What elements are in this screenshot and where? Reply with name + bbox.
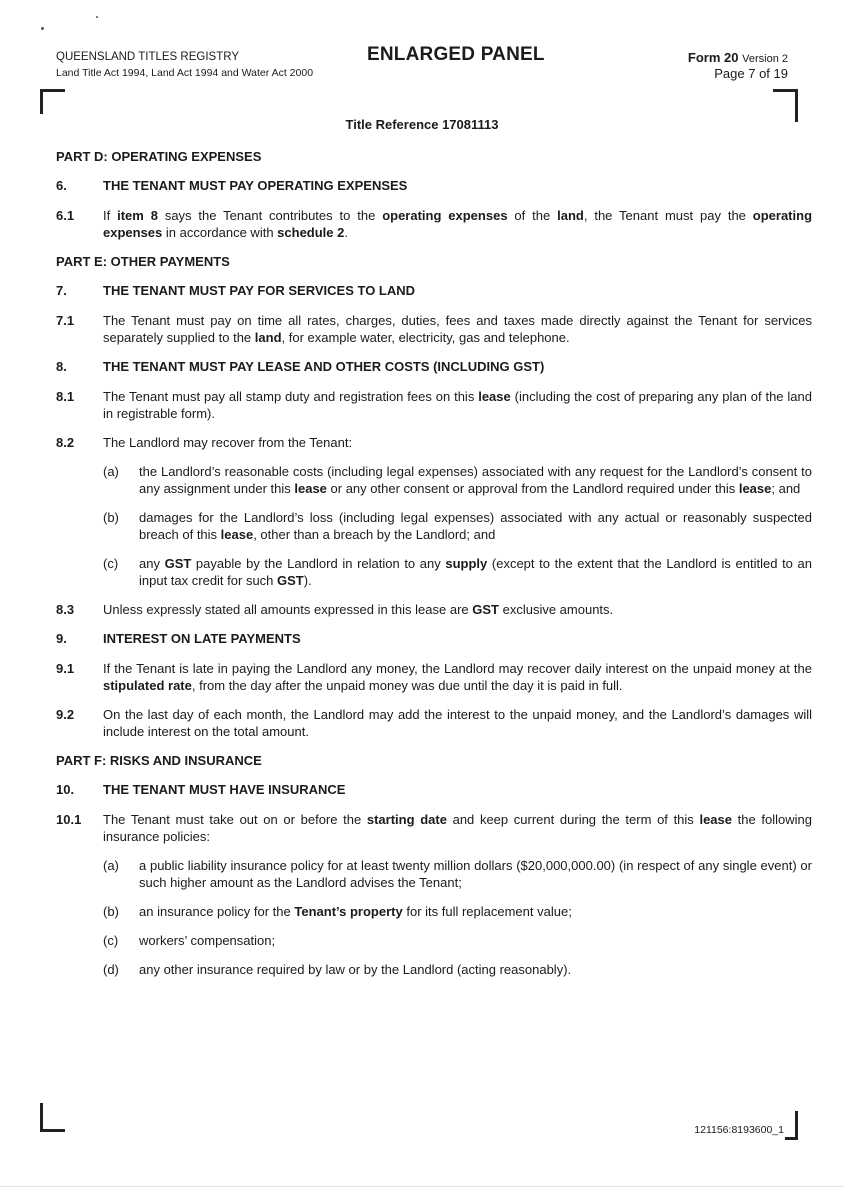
subclause-label: (b) — [103, 510, 119, 525]
subclause-label: (b) — [103, 904, 119, 919]
document-reference: 121156:8193600_1 — [694, 1124, 784, 1136]
subclause-label: (c) — [103, 556, 119, 571]
clause-8-2 — [56, 434, 812, 451]
clause-number: 8.2 — [56, 435, 75, 450]
legislation-line: Land Title Act 1994, Land Act 1994 and Water Act 2000 — [56, 67, 314, 79]
clause-text: The Tenant must take out on or before the starting date and keep current during the term of this lease the following insurance policies: — [103, 812, 812, 844]
section-6-heading — [56, 177, 812, 194]
form-name: Form 20 — [687, 50, 739, 65]
clause-9-1 — [56, 660, 812, 694]
subclause-text: the Landlord’s reasonable costs (including legal expenses) associated with any request for the Landlord’s consent to any assignment under this lease or any other consent or approval from the Landlord required under this lease; and — [139, 464, 812, 496]
scan-edge-line — [0, 1186, 844, 1187]
clause-text: On the last day of each month, the Landlord may add the interest to the unpaid money, and the Landlord’s damages will include interest on the total amount. — [103, 707, 812, 739]
subclause-10-1-c — [103, 932, 812, 949]
subclause-text: damages for the Landlord’s loss (including legal expenses) associated with any actual or reasonably suspected breach of this lease, other than a breach by the Landlord; and — [139, 510, 812, 542]
corner-mark-bottom-right — [785, 1111, 798, 1140]
clause-7-1 — [56, 312, 812, 346]
subclause-10-1-b — [103, 903, 812, 920]
section-title: THE TENANT MUST PAY OPERATING EXPENSES — [103, 178, 408, 193]
clause-text: If item 8 says the Tenant contributes to the operating expenses of the land, the Tenant must pay the operating expenses in accordance with schedule 2. — [103, 208, 813, 240]
subclause-10-1-a — [103, 857, 812, 891]
clause-number: 8.3 — [56, 602, 75, 617]
section-number: 7. — [56, 283, 67, 298]
subclause-text: any GST payable by the Landlord in relation to any supply (except to the extent that the Landlord is entitled to an input tax credit for such GST). — [139, 556, 812, 588]
clause-text: The Tenant must pay on time all rates, charges, duties, fees and taxes made directly against the Tenant for services separately supplied to the land, for example water, electricity, gas and telephone. — [103, 313, 812, 345]
section-title: THE TENANT MUST PAY LEASE AND OTHER COSTS (INCLUDING GST) — [103, 359, 545, 374]
scan-speck — [96, 16, 98, 18]
scan-speck — [41, 27, 44, 30]
subclause-8-2-c — [103, 555, 812, 589]
subclause-label: (a) — [103, 858, 119, 873]
title-reference: Title Reference 17081113 — [345, 117, 499, 132]
clause-10-1 — [56, 811, 812, 845]
clause-text: If the Tenant is late in paying the Landlord any money, the Landlord may recover daily interest on the unpaid money at the stipulated rate, from the day after the unpaid money was due until the day it is paid in full. — [103, 661, 812, 693]
subclause-label: (a) — [103, 464, 119, 479]
registry-name: QUEENSLAND TITLES REGISTRY — [56, 51, 239, 63]
subclause-text: a public liability insurance policy for at least twenty million dollars ($20,000,000.00) (in respect of any single event) or such higher amount as the Landlord advises the Tenant; — [139, 858, 812, 890]
clause-text: The Landlord may recover from the Tenant: — [103, 435, 353, 450]
section-title: THE TENANT MUST PAY FOR SERVICES TO LAND — [103, 283, 416, 298]
section-10-heading — [56, 781, 812, 798]
document-body — [56, 144, 812, 990]
part-e-heading: PART E: OTHER PAYMENTS — [56, 254, 230, 269]
page-number: Page 7 of 19 — [714, 66, 788, 81]
clause-6-1 — [56, 207, 812, 241]
section-number: 9. — [56, 631, 67, 646]
corner-mark-top-left — [40, 89, 65, 114]
clause-8-3 — [56, 601, 812, 618]
clause-number: 9.2 — [56, 707, 75, 722]
clause-9-2 — [56, 706, 812, 740]
section-number: 8. — [56, 359, 67, 374]
subclause-8-2-b — [103, 509, 812, 543]
clause-number: 8.1 — [56, 389, 75, 404]
clause-number: 7.1 — [56, 313, 75, 328]
subclause-text: any other insurance required by law or by the Landlord (acting reasonably). — [139, 962, 572, 977]
subclause-10-1-d — [103, 961, 812, 978]
section-number: 10. — [56, 782, 75, 797]
clause-text: Unless expressly stated all amounts expressed in this lease are GST exclusive amounts. — [103, 602, 614, 617]
subclause-label: (d) — [103, 962, 119, 977]
section-title: THE TENANT MUST HAVE INSURANCE — [103, 782, 346, 797]
section-title: INTEREST ON LATE PAYMENTS — [103, 631, 301, 646]
subclause-label: (c) — [103, 933, 119, 948]
clause-number: 10.1 — [56, 812, 82, 827]
clause-text: The Tenant must pay all stamp duty and registration fees on this lease (including the cost of preparing any plan of the land in registrable form). — [103, 389, 812, 421]
section-number: 6. — [56, 178, 67, 193]
subclause-text: an insurance policy for the Tenant’s property for its full replacement value; — [139, 904, 572, 919]
subclause-8-2-a — [103, 463, 812, 497]
clause-number: 9.1 — [56, 661, 75, 676]
section-8-heading — [56, 358, 812, 375]
panel-title: ENLARGED PANEL — [367, 44, 545, 65]
corner-mark-bottom-left — [40, 1103, 65, 1132]
section-7-heading — [56, 282, 812, 299]
clause-8-1 — [56, 388, 812, 422]
clause-number: 6.1 — [56, 208, 75, 223]
part-d-heading: PART D: OPERATING EXPENSES — [56, 149, 262, 164]
section-9-heading — [56, 630, 812, 647]
form-label — [688, 50, 788, 65]
part-f-heading: PART F: RISKS AND INSURANCE — [56, 753, 262, 768]
subclause-text: workers’ compensation; — [139, 933, 276, 948]
form-version: Version 2 — [742, 53, 788, 65]
